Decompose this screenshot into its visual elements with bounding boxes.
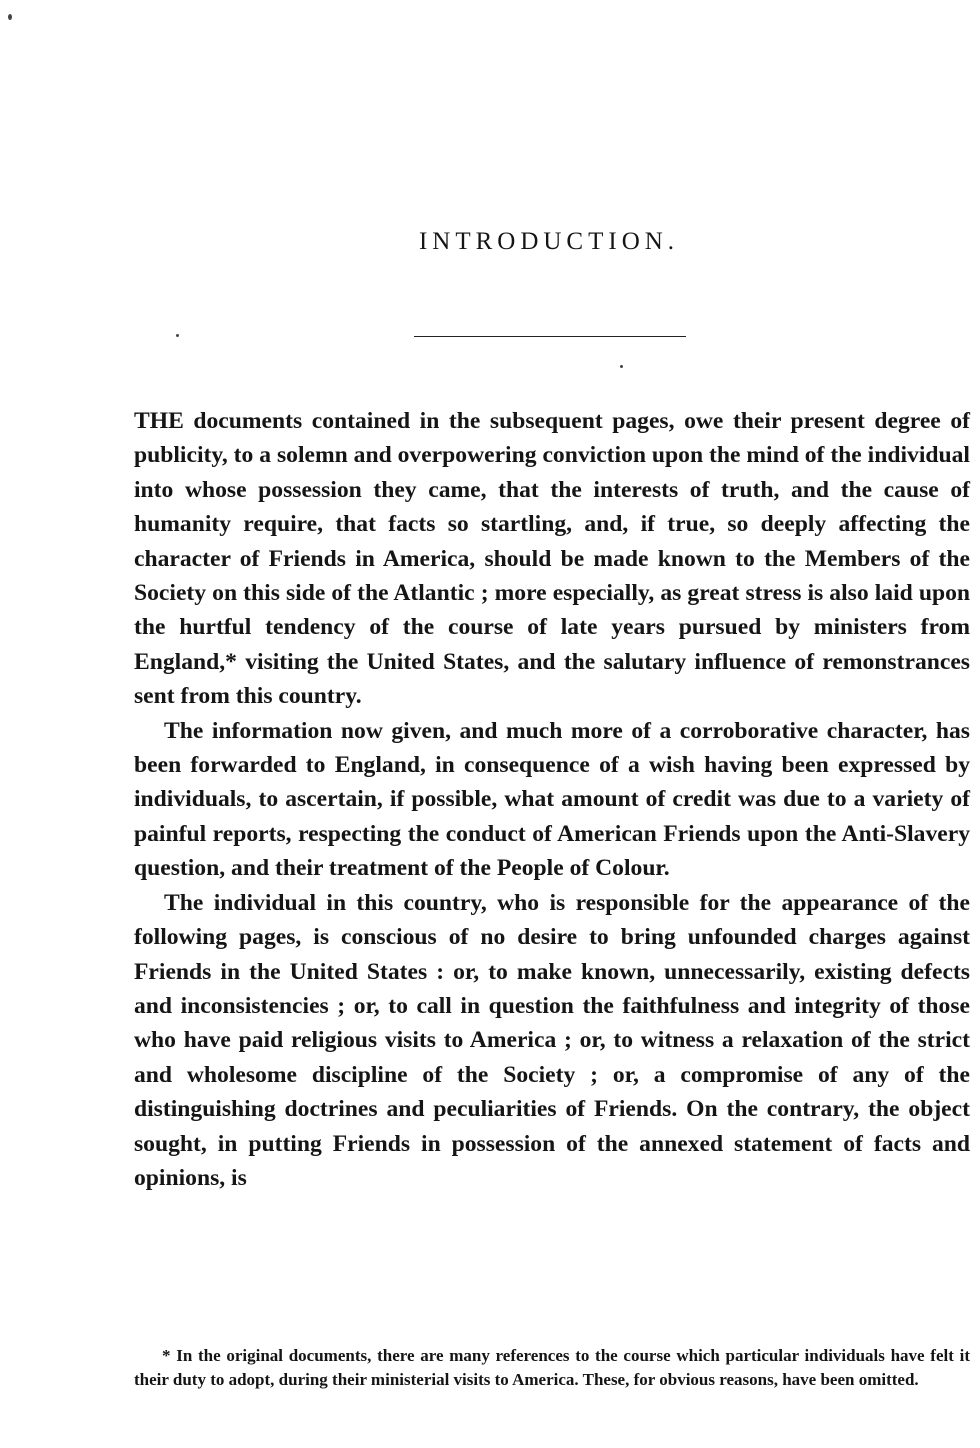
- body-text: [134, 404, 970, 1195]
- footnote-text: * In the original documents, there are many references to the course which particular individuals have felt it their duty to adopt, during their ministerial visits to America. These, for obvious reasons, have been omitted.: [134, 1346, 970, 1389]
- chapter-heading: INTRODUCTION.: [418, 228, 680, 255]
- ink-speck: [620, 365, 623, 368]
- ink-speck: [176, 334, 179, 337]
- paragraph-1: THE documents contained in the subsequent pages, owe their present degree of publicity, to a solemn and overpowering conviction upon the mind of the individual into whose possession they came, that the interests of truth, and the cause of humanity require, that facts so startling, and, if true, so deeply affecting the character of Friends in America, should be made known to the Members of the Society on this side of the Atlantic ; more especially, as great stress is also laid upon the hurtful tendency of the course of late years pursued by ministers from England,* visiting the United States, and the salutary influence of remonstrances sent from this country.: [134, 408, 970, 710]
- paragraph-2: The information now given, and much more of a corroborative character, has been forwarded to England, in consequence of a wish having been expressed by individuals, to ascertain, if possible, what amount of credit was due to a variety of painful reports, respecting the conduct of American Friends upon the Anti-Slavery question, and their treatment of the People of Colour.: [134, 717, 970, 882]
- footnote: [134, 1344, 970, 1392]
- paragraph-3: The individual in this country, who is responsible for the appearance of the following pages, is conscious of no desire to bring unfounded charges against Friends in the United States : or, to make known, unnecessarily, existing defects and inconsistencies ; or, to call in question the faithfulness and integrity of those who have paid religious visits to America ; or, to witness a relaxation of the strict and wholesome discipline of the Society ; or, a compromise of any of the distinguishing doctrines and peculiarities of Friends. On the contrary, the object sought, in putting Friends in possession of the annexed statement of facts and opinions, is: [134, 889, 970, 1191]
- ink-speck: [8, 14, 12, 20]
- heading-rule: [414, 336, 686, 337]
